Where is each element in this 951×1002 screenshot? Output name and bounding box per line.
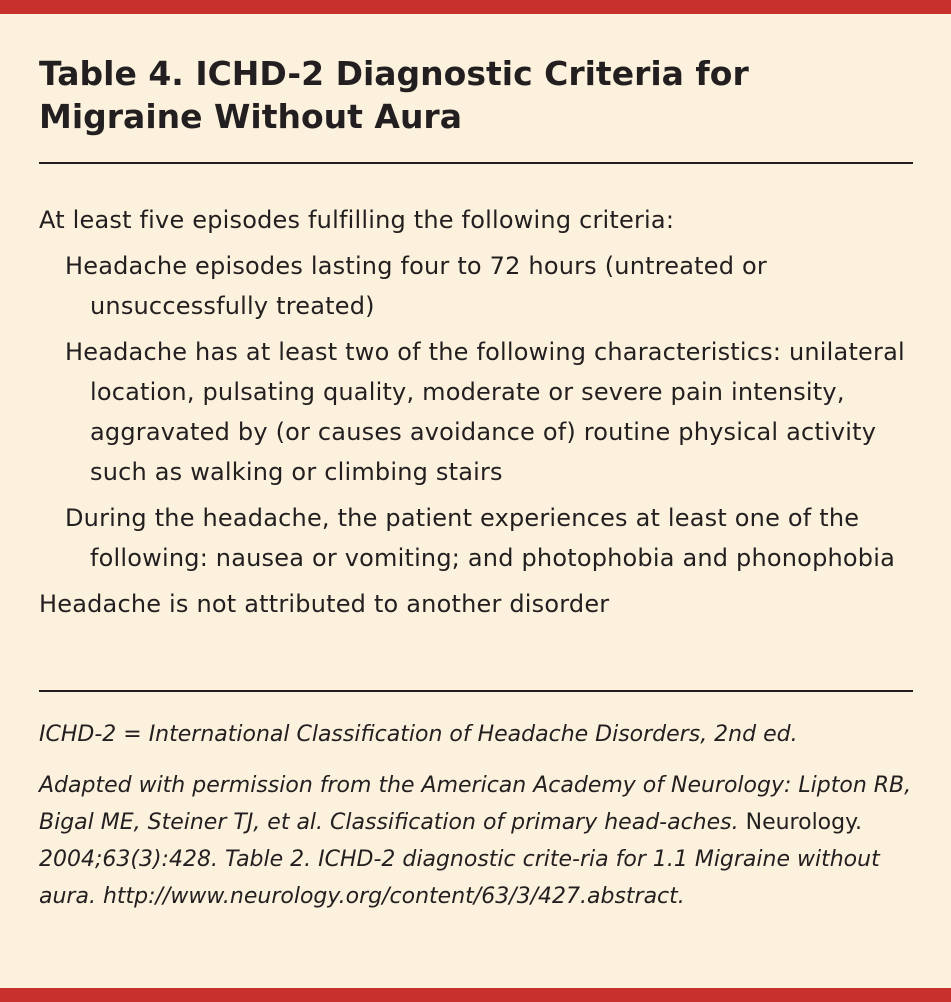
top-accent-bar <box>0 0 951 14</box>
criteria-tail: Headache is not attributed to another disorder <box>39 590 610 618</box>
source-citation-end: 2004;63(3):428. Table 2. ICHD-2 diagnostic crite-ria for 1.1 Migraine without aura. http://www.neurology.org/content/63/3/427.abstract. <box>39 847 880 909</box>
criteria-item: Headache has at least two of the following characteristics: unilateral location, pulsating quality, moderate or severe pain intensity, aggravated by (or causes avoidance of) routine physical activity such as walking or climbing stairs <box>65 338 905 486</box>
abbreviation-note: ICHD-2 = International Classification of Headache Disorders, 2nd ed. <box>39 722 798 747</box>
footnote-divider <box>39 690 913 692</box>
criteria-item: During the headache, the patient experiences at least one of the following: nausea or vomiting; and photophobia and phonophobia <box>65 504 896 572</box>
bottom-accent-bar <box>0 988 951 1002</box>
criteria-lead: At least five episodes fulfilling the following criteria: <box>39 206 675 234</box>
table-title: Table 4. ICHD-2 Diagnostic Criteria for Migraine Without Aura <box>39 54 749 136</box>
source-note <box>39 767 919 915</box>
criteria-item: Headache episodes lasting four to 72 hours (untreated or unsuccessfully treated) <box>65 252 767 320</box>
source-citation-start: Adapted with permission from the American Academy of Neurology: Lipton RB, Bigal ME, Steiner TJ, et al. Classification of primary head-aches. <box>39 773 912 835</box>
criteria-list <box>39 200 919 624</box>
title-divider <box>39 162 913 164</box>
footnotes <box>39 716 919 915</box>
journal-name: Neurology. <box>745 810 862 835</box>
